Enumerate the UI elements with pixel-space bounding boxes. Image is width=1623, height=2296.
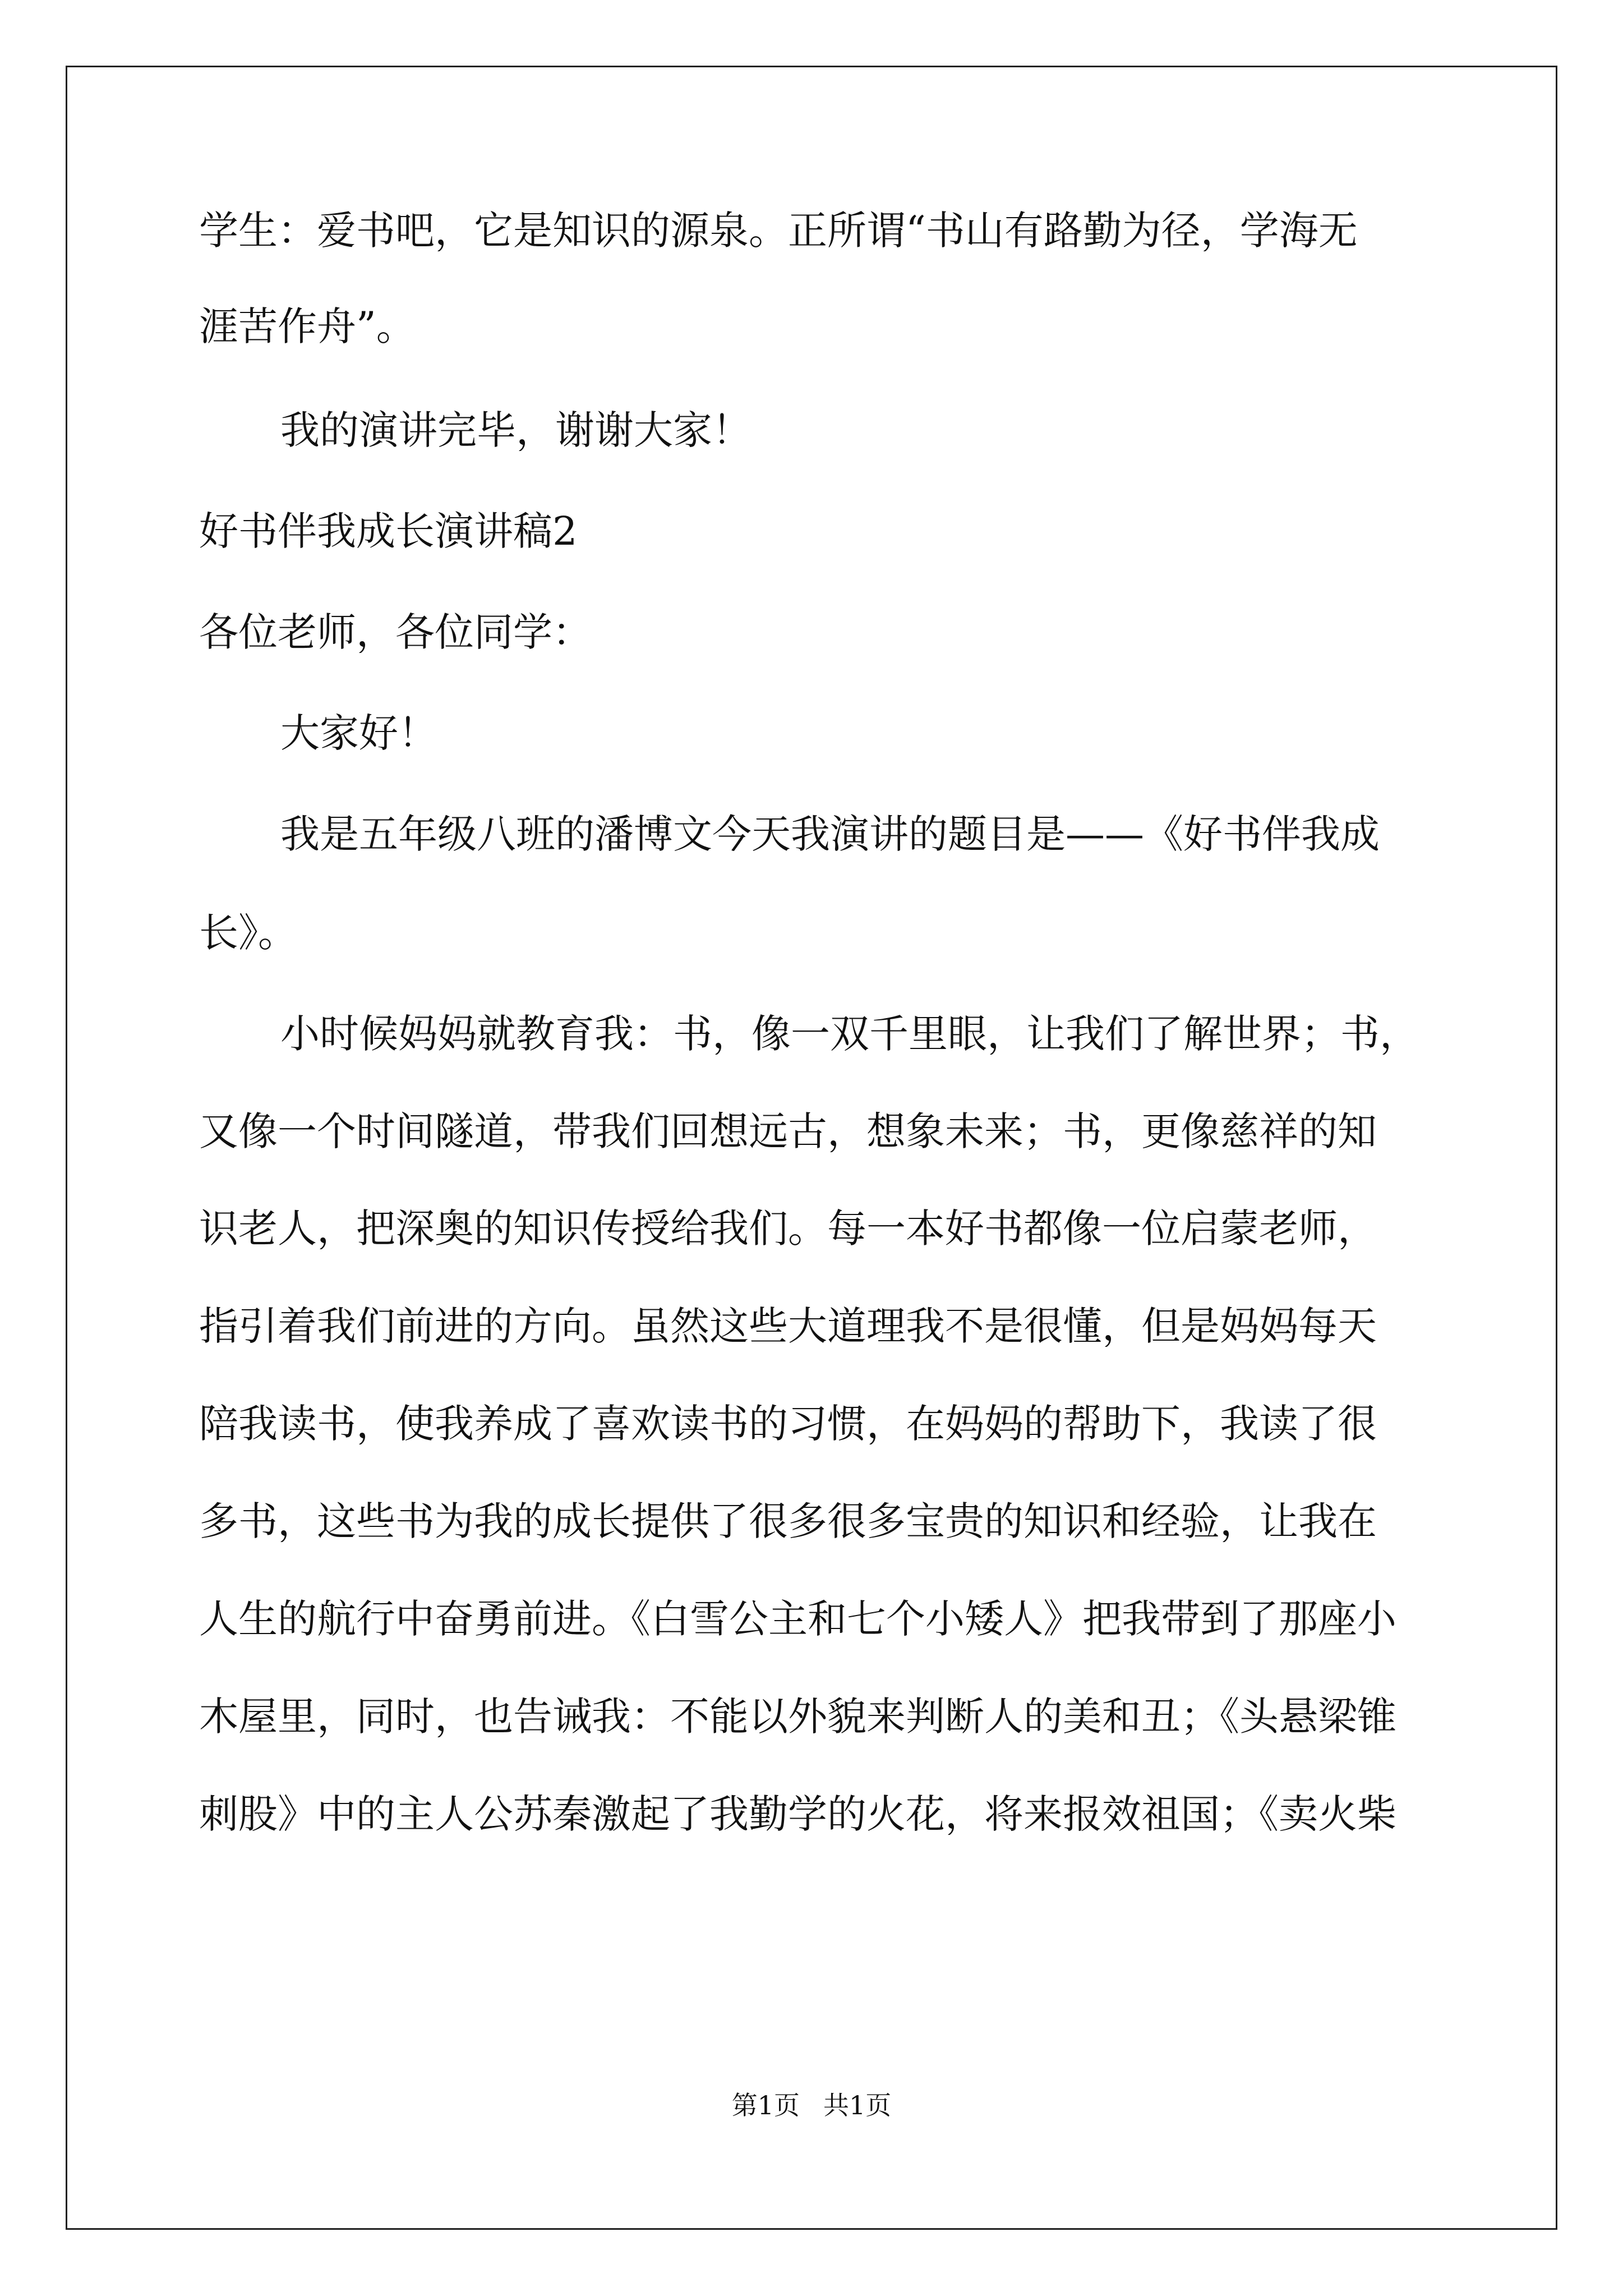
text-line-17: 刺股》中的主人公苏秦激起了我勤学的火花，将来报效祖国；《卖火柴 — [199, 1794, 1396, 1835]
text-line-1: 学生：爱书吧，它是知识的源泉。正所谓“书山有路勤为径，学海无 — [199, 210, 1358, 251]
text-line-13: 陪我读书，使我养成了喜欢读书的习惯，在妈妈的帮助下，我读了很 — [199, 1404, 1377, 1444]
section-title: 好书伴我成长演讲稿2 — [199, 511, 578, 552]
greeting: 大家好！ — [280, 713, 437, 754]
text-line-12: 指引着我们前进的方向。虽然这些大道理我不是很懂，但是妈妈每天 — [199, 1306, 1377, 1347]
closing-line: 我的演讲完毕，谢谢大家！ — [280, 410, 751, 451]
page-total: 共1页 — [823, 2090, 892, 2120]
salutation: 各位老师，各位同学： — [199, 612, 592, 653]
text-line-11: 识老人，把深奥的知识传授给我们。每一本好书都像一位启蒙老师， — [199, 1208, 1377, 1249]
page-footer — [0, 2090, 1623, 2121]
text-line-9: 小时候妈妈就教育我：书，像一双千里眼，让我们了解世界；书， — [280, 1014, 1419, 1055]
text-line-15: 人生的航行中奋勇前进。《白雪公主和七个小矮人》把我带到了那座小 — [199, 1599, 1396, 1640]
text-line-16: 木屋里，同时，也告诫我：不能以外貌来判断人的美和丑；《头悬梁锥 — [199, 1696, 1396, 1737]
text-line-8: 长》。 — [199, 913, 297, 954]
text-line-10: 又像一个时间隧道，带我们回想远古，想象未来；书，更像慈祥的知 — [199, 1111, 1377, 1152]
document-body — [199, 210, 1427, 1835]
page-number: 第1页 — [731, 2090, 800, 2120]
text-line-7: 我是五年级八班的潘博文今天我演讲的题目是——《好书伴我成 — [280, 814, 1380, 855]
text-line-14: 多书，这些书为我的成长提供了很多很多宝贵的知识和经验，让我在 — [199, 1501, 1377, 1542]
text-line-2: 涯苦作舟”。 — [199, 306, 416, 347]
